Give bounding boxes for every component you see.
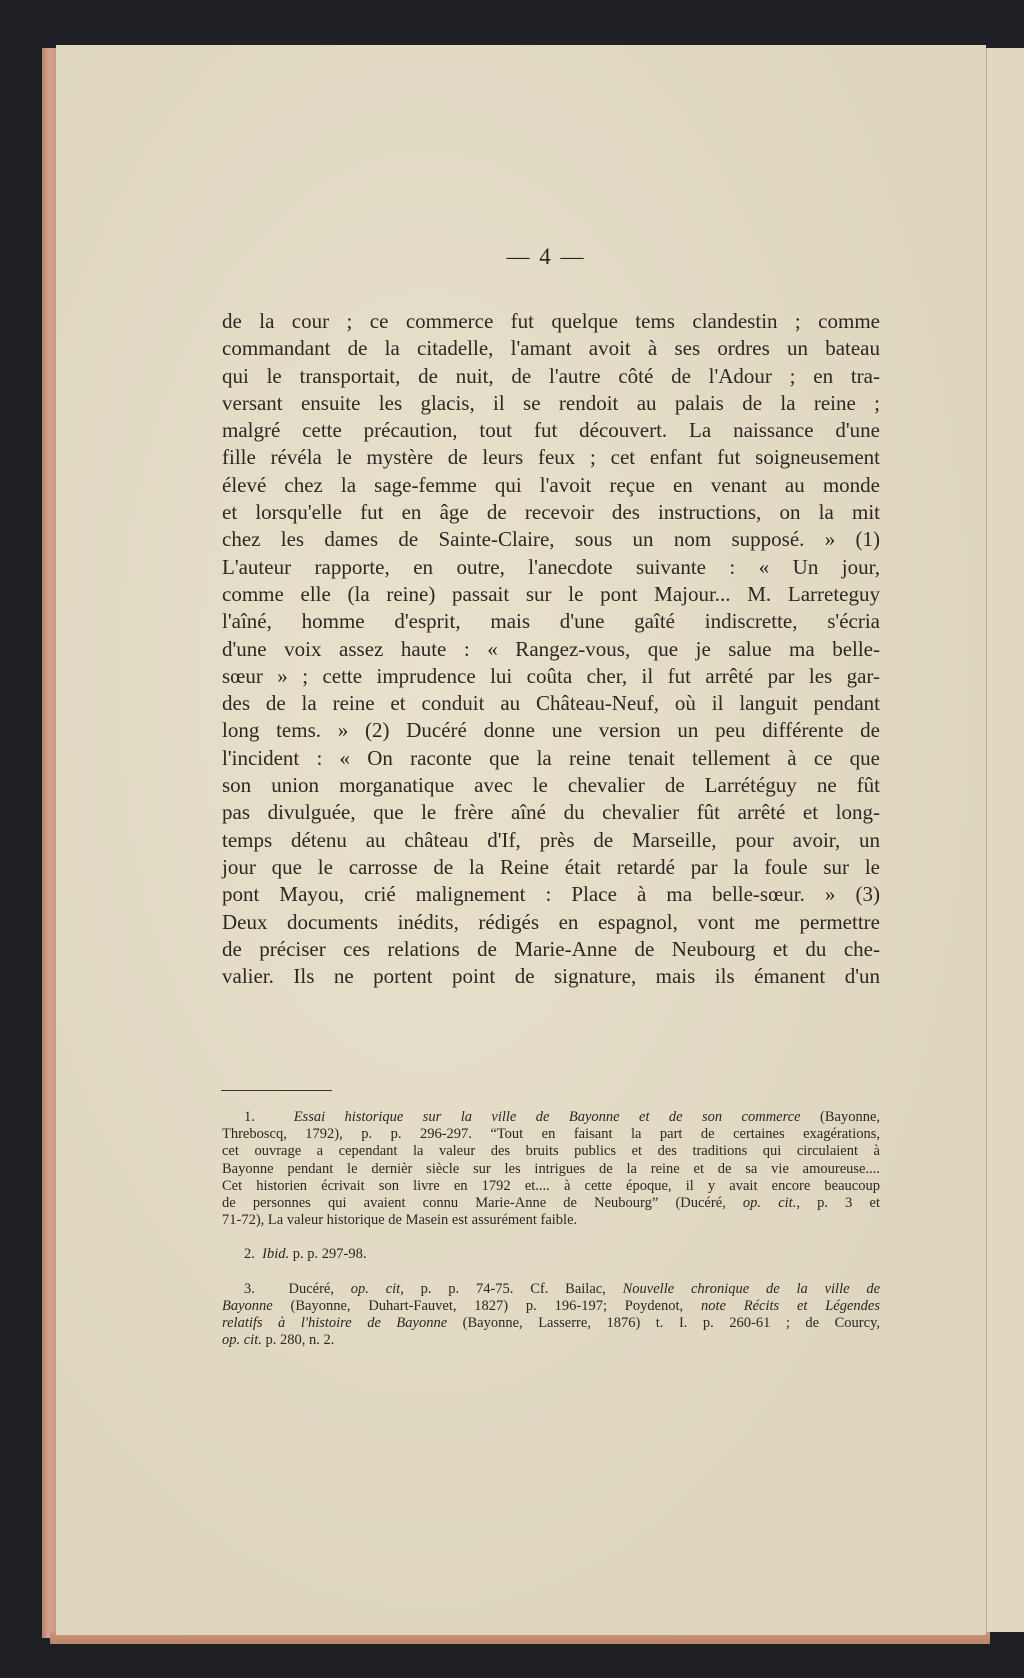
footnote-text: p. 280, n. 2.	[261, 1332, 335, 1349]
citation-title: relatifs à l'histoire de Bayonne	[222, 1315, 448, 1332]
footnote-1	[222, 1109, 880, 1229]
footnote-line	[222, 1332, 880, 1349]
footnote-text: de personnes qui avaient connu Marie-Anne de Neubourg” (Ducéré,	[222, 1195, 743, 1212]
body-line: L'auteur rapporte, en outre, l'anecdote suivante : « Un jour,	[222, 554, 880, 579]
footnote-line	[222, 1178, 880, 1195]
body-line: de préciser ces relations de Marie-Anne de Neubourg et du che-	[222, 936, 880, 961]
body-line: commandant de la citadelle, l'amant avoit à ses ordres un bateau	[222, 336, 880, 361]
page-number: — 4 —	[506, 244, 586, 269]
footnote-text: (Bayonne, Lasserre, 1876) t. I. p. 260-61 ; de Courcy,	[447, 1315, 880, 1332]
footnote-text: 71-72), La valeur historique de Masein est assurément faible.	[222, 1212, 578, 1229]
footnote-number: 1.	[244, 1109, 294, 1125]
citation-title: Nouvelle chronique de la ville de	[622, 1280, 881, 1297]
footnote-3	[222, 1281, 880, 1350]
footnote-line	[222, 1212, 880, 1229]
body-line: des de la reine et conduit au Château-Neuf, où il languit pendant	[222, 691, 880, 716]
body-line: jour que le carrosse de la Reine était retardé par la foule sur le	[222, 854, 880, 879]
citation-title: op. cit	[350, 1280, 401, 1297]
footnote-text: , p. 3 et	[796, 1195, 881, 1212]
footnote-text: (Bayonne, Duhart-Fauvet, 1827) p. 196-197; Poydenot,	[272, 1297, 701, 1314]
body-line: malgré cette précaution, tout fut découvert. La naissance d'une	[222, 418, 880, 443]
body-line: d'une voix assez haute : « Rangez-vous, que je salue ma belle-	[222, 636, 880, 661]
next-page-edge	[986, 48, 1024, 1632]
footnote-line	[222, 1161, 880, 1178]
footnote-text: (Bayonne,	[800, 1109, 881, 1125]
body-line: Deux documents inédits, rédigés en espagnol, vont me permettre	[222, 909, 880, 934]
body-line: qui le transportait, de nuit, de l'autre côté de l'Adour ; en tra-	[222, 363, 880, 388]
footnote-line	[222, 1195, 880, 1212]
body-line: temps détenu au château d'If, près de Marseille, pour avoir, un	[222, 827, 880, 852]
body-line: pas divulguée, que le frère aîné du chevalier fût arrêté et long-	[222, 800, 880, 825]
citation-title: Ibid.	[262, 1246, 290, 1263]
citation-title: op. cit.	[222, 1332, 262, 1349]
footnote-text: Ducéré,	[288, 1280, 351, 1297]
body-line: versant ensuite les glacis, il se rendoit au palais de la reine ;	[222, 390, 880, 415]
footnote-line	[222, 1143, 880, 1160]
body-line: chez les dames de Sainte-Claire, sous un nom supposé. » (1)	[222, 527, 880, 552]
footnote-text: Threboscq, 1792), p. p. 296-297. “Tout en faisant la part de certaines exagérations,	[222, 1126, 880, 1143]
body-line: et lorsqu'elle fut en âge de recevoir des instructions, on la mit	[222, 500, 880, 525]
citation-title: note Récits et Légendes	[700, 1297, 880, 1314]
footnote-line	[222, 1315, 880, 1332]
citation-title: Bayonne	[222, 1297, 273, 1314]
footnote-text: , p. p. 74-75. Cf. Bailac,	[400, 1280, 623, 1297]
body-line: fille révéla le mystère de leurs feux ; cet enfant fut soigneusement	[222, 445, 880, 470]
footnote-separator	[221, 1090, 332, 1091]
body-text	[222, 308, 880, 990]
footnote-line	[222, 1281, 880, 1298]
body-line: pont Mayou, crié malignement : Place à ma belle-sœur. » (3)	[222, 882, 880, 907]
body-line: de la cour ; ce commerce fut quelque tems clandestin ; comme	[222, 309, 880, 333]
body-line: long tems. » (2) Ducéré donne une version un peu différente de	[222, 718, 880, 743]
footnotes	[222, 1109, 880, 1366]
footnote-line	[222, 1246, 880, 1263]
body-line: l'aîné, homme d'esprit, mais d'une gaîté indiscrette, s'écria	[222, 609, 880, 634]
footnote-line	[222, 1298, 880, 1315]
footnote-text: p. p. 297-98.	[289, 1246, 367, 1263]
body-line: son union morganatique avec le chevalier de Larrétéguy ne fût	[222, 773, 880, 798]
footnote-line	[222, 1109, 880, 1126]
citation-title: Essai historique sur la ville de Bayonne et de son commerce	[293, 1109, 801, 1125]
body-line: sœur » ; cette imprudence lui coûta cher, il fut arrêté par les gar-	[222, 663, 880, 688]
body-line: élevé chez la sage-femme qui l'avoit reçue en venant au monde	[222, 472, 880, 497]
footnote-number: 2.	[244, 1246, 263, 1263]
footnote-2	[222, 1246, 880, 1263]
citation-title: op. cit.	[742, 1195, 797, 1212]
footnote-number: 3.	[244, 1280, 289, 1297]
footnote-text: cet ouvrage a cependant la valeur des bruits publics et des traditions qui circulaient à	[222, 1143, 880, 1160]
footnote-text: Bayonne pendant le dernièr siècle sur les intrigues de la reine et de sa vie amoureuse....	[222, 1160, 880, 1177]
footnote-line	[222, 1126, 880, 1143]
body-line: comme elle (la reine) passait sur le pont Majour... M. Larreteguy	[222, 581, 880, 606]
body-line: valier. Ils ne portent point de signature, mais ils émanent d'un	[222, 964, 880, 989]
body-line: l'incident : « On raconte que la reine tenait tellement à ce que	[222, 745, 880, 770]
footnote-text: Cet historien écrivait son livre en 1792 et.... à cette époque, il y avait encore beaucoup	[222, 1177, 880, 1194]
